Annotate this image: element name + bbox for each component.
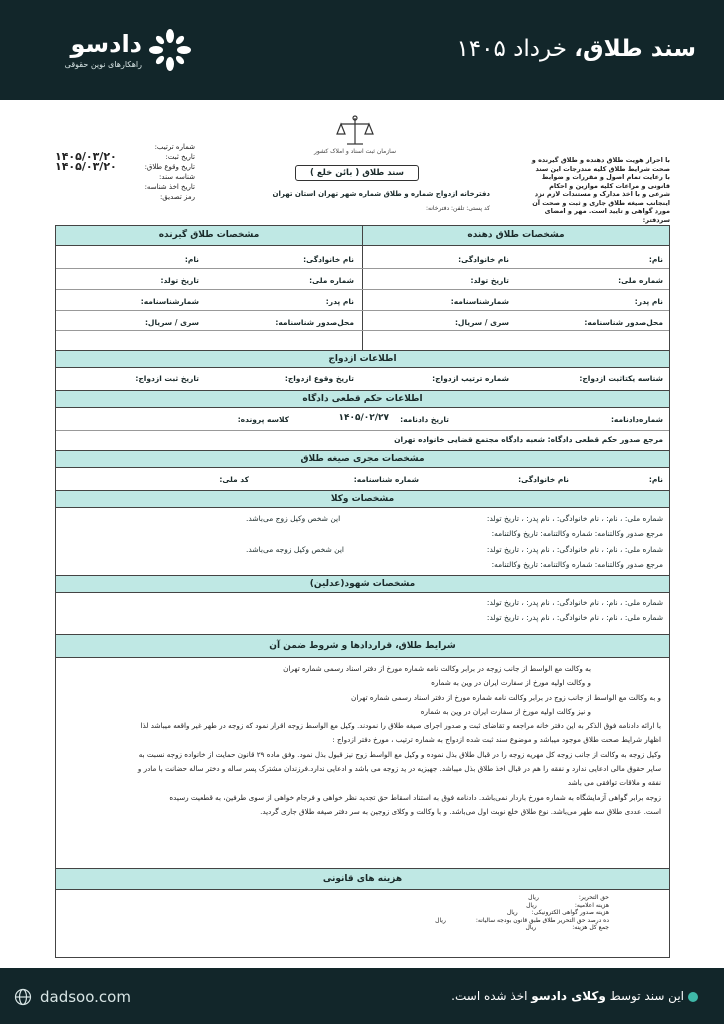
bullet-dot — [688, 992, 698, 1002]
section-fees: هزینه های قانونی — [56, 868, 669, 890]
witness-2: شماره ملی: ، نام: ، نام خانوادگی: ، نام پدر: ، تاریخ تولد: — [486, 613, 663, 622]
giver-family: نام خانوادگی: — [458, 255, 509, 264]
document-page — [55, 108, 670, 958]
document-meta: شماره ترتیب: تاریخ ثبت: ۱۴۰۵/۰۳/۲۰ تاریخ وقوع طلاق: ۱۴۰۵/۰۳/۲۰ شناسه سند: تاریخ اخذ شناسه: رمز تصدیق: — [55, 143, 195, 201]
globe-icon — [14, 988, 32, 1006]
conditions-text: به وکالت مع الواسط از جانب زوجه در برابر وکالت نامه شماره مورخ از دفتر اسناد رسمی شماره تهران و وکالت اولیه مورخ از سفارت ایران در وین به شماره و به وکالت مع الواسط از جانب زوج در برابر وکالت نامه شماره مورخ از دفتر اسناد رسمی شماره تهران و نیز وکالت اولیه مورخ از سفارت ایران در وین به شماره با ارائه دادنامه فوق الذکر به این دفتر خانه مراجعه و تقاضای ثبت و صدور اجرای صیغه طلاق را نمودند. وکیل مع الواسط زوجه اقرار نمود که زوجه در طهر غیر واقعه میباشد لذا اظهار شرایط صحت طلاق موجود میباشد و موضوع سند ثبت شده ازدواج به شماره ترتیب ، مورخ دفتر ازدواج : وکیل زوجه به وکالت از جانب زوجه کل مهریه زوجه را در قبال طلاق بذل نموده و وکیل مع الواسط زوج نیز قبول بذل نمود. وفق ماده ۲۹ قانون حمایت از خانواده زوجه نسبت به سایر حقوق مالی ادعایی ندارد و نفقه را هم در قبال اخذ طلاق بذل میباشد. جهیزیه در ید زوجه می باشد و ادعایی ندارد.فرزندان مشترک پسر ساله و دختر ساله حضانت با مادر و نفقه و ملاقات توافقی می باشد زوجه برابر گواهی آزمایشگاه به شماره مورخ باردار نمی‌باشد. دادنامه فوق به استناد اسقاط حق تجدید نظر خواهی و فرجام خواهی از سوی طرفین، به قطعیت رسیده است. عددی طلاق سه طهر می‌باشد. نوع طلاق خلع نوبت اول می‌باشد. و با وکالت و وکلای زوجین به سر دفتر صیغه طلاق جاری گردید. — [137, 664, 661, 816]
receiver-name: نام: — [184, 255, 199, 264]
brand-name: دادسو — [70, 30, 142, 58]
brand-tagline: راهکارهای نوین حقوقی — [64, 60, 142, 69]
office-contact: کد پستی: تلفن: دفترخانه: — [426, 205, 490, 212]
receiver-place: محل‌صدور شناسنامه: — [275, 318, 354, 327]
page-footer — [0, 968, 724, 1024]
ruling-no: شماره‌دادنامه: — [610, 415, 663, 424]
ruling-date: تاریخ دادنامه: — [400, 415, 449, 424]
document-type: سند طلاق ( بائن خلع ) — [295, 165, 419, 181]
flower-logo-icon — [148, 28, 192, 72]
giver-national: شماره ملی: — [618, 276, 663, 285]
receiver-father: نام پدر: — [325, 297, 354, 306]
section-marriage: اطلاعات ازدواج — [56, 350, 669, 368]
giver-id: شمارشناسنامه: — [450, 297, 509, 306]
marriage-reg: تاریخ ثبت ازدواج: — [135, 374, 199, 383]
attorney-2-line2: مرجع صدور وکالتنامه: شماره وکالتنامه: تاریخ وکالتنامه: — [491, 560, 663, 569]
section-receiver: مشخصات طلاق گیرنده — [56, 226, 362, 246]
page-header — [0, 0, 724, 100]
attorney-2-role: این شخص وکیل زوجه می‌باشد. — [246, 545, 345, 554]
receiver-id: شمارشناسنامه: — [140, 297, 199, 306]
receiver-birth: تاریخ تولد: — [160, 276, 199, 285]
ruling-date-value: ۱۴۰۵/۰۲/۲۷ — [338, 413, 389, 423]
organization-name: سازمان ثبت اسناد و املاک کشور — [313, 148, 397, 155]
giver-father: نام پدر: — [634, 297, 663, 306]
marriage-id: شناسه یکتاثبت ازدواج: — [579, 374, 663, 383]
section-giver: مشخصات طلاق دهنده — [363, 226, 669, 246]
officiant-code: کد ملی: — [219, 475, 249, 484]
giver-series: سری / سریال: — [454, 318, 509, 327]
officiant-family: نام خانوادگی: — [518, 475, 569, 484]
attorney-1-line2: مرجع صدور وکالتنامه: شماره وکالتنامه: تاریخ وکالتنامه: — [491, 529, 663, 538]
receiver-family: نام خانوادگی: — [303, 255, 354, 264]
fees-list: حق التحریر: ریال هزینه اعلامیه: ریال هزینه صدور گواهی الکترونیکی: ریال ده درصد حق التحریر طلاق طبق قانون بودجه سالیانه: ریال جمع کل هزینه: ریال — [435, 894, 609, 931]
section-court: اطلاعات حکم قطعی دادگاه — [56, 390, 669, 408]
office-line: دفترخانه ازدواج شماره و طلاق شماره شهر تهران استان تهران — [272, 190, 490, 198]
footer-note: این سند توسط وکلای دادسو اخذ شده است. — [451, 989, 684, 1003]
court-reference: مرجع صدور حکم قطعی دادگاه: شعبه دادگاه مجتمع قضایی خانواده تهران — [394, 435, 663, 444]
section-officiant: مشخصات مجری صیغه طلاق — [56, 450, 669, 468]
website-link[interactable]: dadsoo.com — [40, 988, 131, 1006]
receiver-national: شماره ملی: — [309, 276, 354, 285]
notary-note: با احراز هویت طلاق دهنده و طلاق گیرنده و صحت شرایط طلاق کلیه مندرجات این سند با رعایت تمام اصول و مقررات و ضوابط قانونی و مراعات کلیه موازین و احکام شرعی و با اخذ مدارک و مستندات لازم نزد اینجانب صیغه طلاق جاری و ثبت و صحت آن مورد گواهی و تایید است. مهر و امضای سردفتر: — [531, 156, 670, 224]
giver-birth: تاریخ تولد: — [470, 276, 509, 285]
judiciary-emblem-icon — [335, 114, 375, 148]
document-title: سند طلاق، خرداد ۱۴۰۵ — [456, 36, 696, 62]
case-class: کلاسه پرونده: — [237, 415, 289, 424]
brand-logo[interactable] — [30, 28, 200, 78]
witness-1: شماره ملی: ، نام: ، نام خانوادگی: ، نام پدر: ، تاریخ تولد: — [486, 598, 663, 607]
receiver-series: سری / سریال: — [144, 318, 199, 327]
section-conditions: شرایط طلاق، قراردادها و شروط ضمن آن — [56, 634, 669, 658]
officiant-name: نام: — [648, 475, 663, 484]
giver-place: محل‌صدور شناسنامه: — [584, 318, 663, 327]
officiant-id: شماره شناسنامه: — [353, 475, 419, 484]
attorney-2-line1: شماره ملی: ، نام: ، نام خانوادگی: ، نام پدر: ، تاریخ تولد: — [486, 545, 663, 554]
section-witnesses: مشخصات شهود(عدلین) — [56, 575, 669, 593]
section-attorneys: مشخصات وکلا — [56, 490, 669, 508]
marriage-date: تاریخ وقوع ازدواج: — [284, 374, 354, 383]
column-divider — [362, 226, 363, 350]
attorney-1-line1: شماره ملی: ، نام: ، نام خانوادگی: ، نام پدر: ، تاریخ تولد: — [486, 514, 663, 523]
attorney-1-role: این شخص وکیل زوج می‌باشد. — [246, 514, 341, 523]
giver-name: نام: — [648, 255, 663, 264]
marriage-seq: شماره ترتیب ازدواج: — [432, 374, 509, 383]
form-table — [55, 225, 670, 958]
